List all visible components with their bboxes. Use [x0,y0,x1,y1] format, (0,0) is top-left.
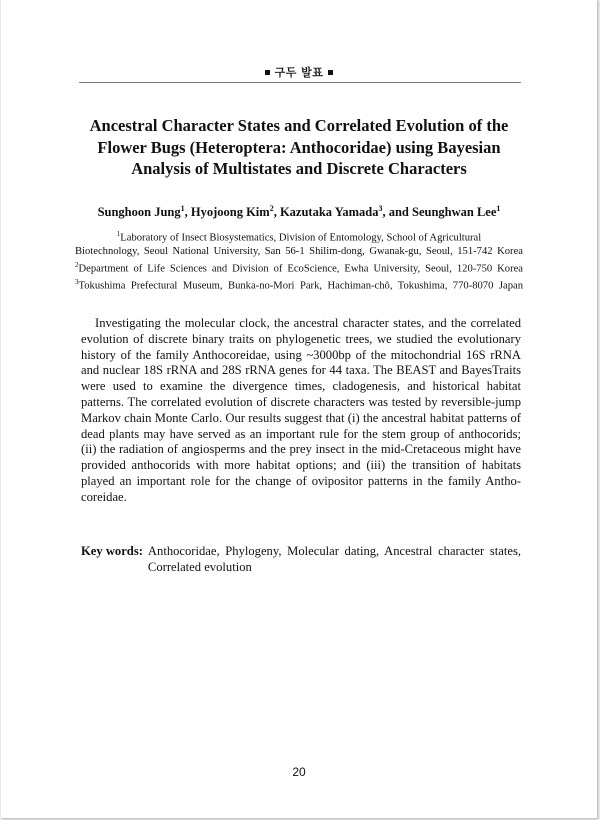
keywords-label: Key words: [81,544,143,558]
affil-mark: 2 [75,260,79,269]
title-line: Analysis of Multistates and Discrete Characters [131,159,467,178]
author-affil-mark: 2 [269,204,274,213]
author-list [41,204,557,220]
affil-text: Department of Life Sciences and Division of EcoScience, Ewha University, Seoul, 120-750 Korea [78,263,523,275]
author-name: Hyojoong Kim [190,205,270,220]
affiliation-1-line2: Biotechnology, Seoul National University, San 56-1 Shilim-dong, Gwanak-gu, Seoul, 151-742 Korea [75,246,523,258]
affiliation-3 [75,276,523,293]
affiliations [75,228,523,293]
header-divider [79,82,521,83]
author-separator: , [184,205,191,220]
affil-text: Laboratory of Insect Biosystematics, Division of Entomology, School of Agricultural [120,232,482,244]
author-affil-mark: 1 [496,204,501,213]
author-separator: , [273,205,280,220]
paper-page [1,0,597,818]
paper-title [61,115,537,180]
page-number: 20 [292,765,306,779]
title-line: Flower Bugs (Heteroptera: Anthocoridae) using Bayesian [97,137,501,157]
section-header [1,64,597,80]
bullet-square-icon [328,70,333,75]
keywords-text: Anthocoridae, Phylogeny, Molecular dating, Ancestral character states, Correlated evolution [147,544,521,574]
affil-mark: 1 [116,230,121,238]
affil-text: Tokushima Prefectural Museum, Bunka-no-Mori Park, Hachiman-chô, Tokushima, 770-8070 Japan [78,280,523,292]
affiliation-1-line1 [75,228,523,245]
affil-mark: 3 [75,277,79,286]
author-affil-mark: 3 [378,204,383,213]
affiliation-2 [75,259,523,276]
author-affil-mark: 1 [180,204,185,213]
title-line: Ancestral Character States and Correlated Evolution of the [89,116,509,135]
author-name: Sunghoon Jung [97,205,181,220]
keywords [81,543,521,575]
bullet-square-icon [265,70,270,75]
abstract [81,316,521,506]
author-name: Kazutaka Yamada [279,205,379,220]
author-name: Seunghwan Lee [412,205,497,220]
section-header-label: 구두 발표 [274,66,324,79]
abstract-paragraph: Investigating the molecular clock, the ancestral character states, and the correlated evolution of discrete binary traits on phylogenetic trees, we studied the evolutionary history of the family Anthocoreidae, using ~3000bp of the mitochondrial 16S rRNA and nuclear 18S rRNA and 28S rRNA genes for 44 taxa. The BEAST and BayesTraits were used to examine the divergence times, cladogenesis, and historical habitat patterns. The correlated evolution of discrete characters was tested by reversible-jump Markov chain Monte Carlo. Our results suggest that (i) the ancestral habitat patterns of dead plants may have served as an important rule for the stem group of anthocorids; (ii) the radiation of angiosperms and the prey insect in the mid-Cretaceous might have provided anthocorids with more habitat options; and (iii) the transition of habitats played an important role for the change of ovipositor patterns in the family Anthocoreidae. [81,316,521,504]
author-separator: , and [382,205,412,220]
